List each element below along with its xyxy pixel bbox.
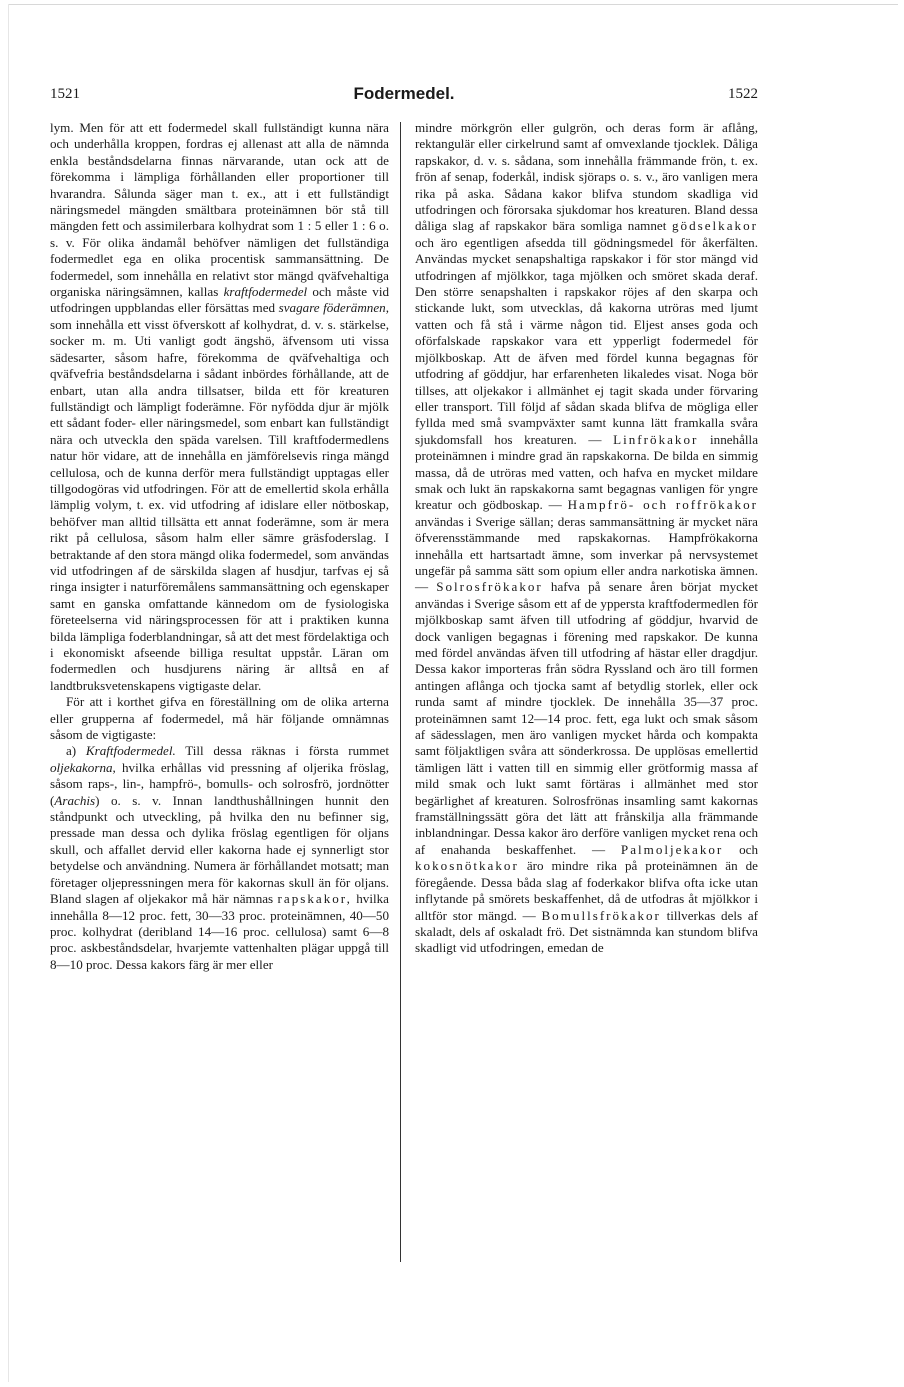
italic-term: svagare föderämnen, (278, 300, 389, 316)
page-number-left: 1521 (50, 86, 80, 102)
text-run: som innehålla ett visst öfverskott af kolhydrat, d. v. s. stärkelse, socker m. m. Uti vanligt godt ängshö, äfvensom uti vissa sädesarter, såsom hafre, förekomma de qväfvehaltiga och qväfvefria beståndsdelarna i sådant inbördes förhållande, att de enbart, utan alla andra tillsatser, bilda ett för kreaturen fullständigt och lämpligt foderämne. För nyfödda djur är mjölk ett sådant foder- eller näringsmedel, som enbart kan fullständigt nära och utveckla den späda varelsen. Till kraftfodermedlens natur hör vidare, att de innehålla en jämförelsevis ringa mängd cellulosa, och de kunna derför mera fullständigt upptagas eller tillgodogöras vid utfodringen. För att de emellertid skola erhålla lämplig volym, t. ex. vid utfodring af idislare eller nötboskap, behöfver man alltid tillsätta ett annat foderämne, som är mera rikt på cellulosa, såsom halm eller sämre gräsfoderslag. I betraktande af den stora mängd olika fodermedel, som användas vid utfodringen af de särskilda slagen af husdjur, tarfvas ej så ringa insigter i naturföremålens sammansättning och egenskaper samt en ganska omfattande kännedom om de fysiologiska företeelserna vid näringsprocessen för att i praktiken kunna bilda lämpliga foderblandningar, så att det mest fördelaktiga och i ekonomiskt afseende billiga resultat uppstår. Läran om fodermedlen och husdjurens näring är alltså en af landtbruksvetenskapens vigtigaste delar. (50, 316, 389, 693)
paragraph (415, 120, 758, 957)
left-column (50, 120, 389, 973)
text-run: Till dessa räknas i första rummet (175, 743, 389, 759)
paragraph (50, 743, 389, 973)
text-run: mindre mörkgrön eller gulgrön, och deras form är aflång, rektangulär eller cirkelrund samt af omvexlande tjocklek. Dåliga rapskakor, d. v. s. sådana, som innehålla främmande frön, t. ex. frön af senap, foderkål, indisk sjöraps o. s. v., äro vanligen mera rika på aska. Sådana kakor blifva stundom skadliga vid utfodringen och förorsaka sjukdomar hos kreaturen. Bland dessa dåliga slag af rapskakor bära somliga namnet (415, 120, 758, 234)
right-column (415, 120, 758, 957)
text-run: innehålla proteinämnen i mindre grad än rapskakorna. De bilda en simmig massa, då de utröras med vatten, och hafva en mycket mildare smak och lukt än rapskakorna samt begagnas vanligen för yngre kreatur och gödboskap. — (415, 431, 759, 513)
italic-term: Arachis (54, 792, 96, 808)
text-run: För att i korthet gifva en föreställning om de olika arterna eller grupperna af fodermedel, må här följande omnämnas såsom de vigtigaste: (50, 694, 389, 743)
page-title: Fodermedel. (353, 84, 455, 103)
italic-term: Kraftfodermedel. (85, 743, 176, 759)
spaced-term: Bomullsfrökakor (541, 907, 661, 923)
column-divider (400, 122, 401, 1262)
scan-edge-top (8, 4, 898, 5)
text-run: hvilka erhållas vid pressning af oljerika fröslag, såsom raps-, lin-, hampfrö-, bomulls- och solrosfrö, jordnötter ( (50, 759, 389, 808)
text-run: användas i Sverige sällan; deras sammansättning är mycket nära öfverensstämmande med rapskakornas. Hampfrökakorna innehålla ett hartsartadt ämne, som inverkar på nervsystemet ungefär på samma sätt som opium eller andra narkotiska ämnen. — (415, 513, 758, 595)
spaced-term: rapskakor, (277, 891, 352, 907)
text-run: hvilka innehålla 8—12 proc. fett, 30—33 proc. proteinämnen, 40—50 proc. kolhydrat (deribland 14—16 proc. cellulosa) samt 6—8 proc. askbeståndsdelar, hvarjemte vattenhalten plägar uppgå till 8—10 proc. Dessa kakors färg är mer eller (50, 891, 389, 972)
spaced-term: Hampfrö- och roffrökakor (567, 497, 758, 513)
spaced-term: gödselkakor (672, 218, 758, 234)
italic-term: kraftfodermedel (223, 284, 308, 300)
text-run: hafva på senare åren börjat mycket användas i Sverige såsom ett af de yppersta kraftfodermedlen för mjölkboskap samt äfven till utfodring af göddjur, hvarvid de dock vanligen begagnas i förening med rapskakor. De kunna med fördel användas äfven till utfodring af hästar eller dragdjur. Dessa kakor importeras från södra Ryssland och äro till formen antingen aflånga och tjocka samt af betydlig storlek, eller ock runda samt af mindre tjocklek. De innehålla 35—37 proc. proteinämnen samt 12—14 proc. fett, ega lukt och smak såsom af sädesslagen, men äro vanligen mycket hårda och kompakta samt följaktligen svåra att sönderkrossa. De upplösas emellertid tämligen lätt i vatten till en simmig eller grötformig massa af mild smak och lukt samt förtäras i allmänhet med stor begärlighet af kreaturen. Solrosfrönas insamling samt kakornas framställningssätt göra det lätt att frånskilja alla främmande inblandningar. Dessa kakor äro derföre vanligen mycket rena och af enahanda beskaffenhet. — (415, 579, 758, 857)
spaced-term: kokosnötkakor (415, 858, 519, 874)
page-number-right: 1522 (728, 86, 758, 102)
text-run: och (723, 841, 759, 857)
text-run: ) o. s. v. Innan landthushållningen hunnit den ståndpunkt och utveckling, på hvilka den nu befinner sig, pressade man dessa och dylika fröslag egentligen för oljans skull, och affallet dervid eller kakorna hade ej synnerligt stor betydelse och användning. Numera är förhållandet motsatt; man företager oljepressningen mera för kakornas skull än för oljans. Bland slagen af oljekakor må här nämnas (50, 792, 389, 907)
text-run: och måste vid utfodringen uppblandas eller försättas med (50, 284, 389, 316)
text-run: a) (66, 743, 86, 759)
paragraph (50, 694, 389, 743)
paragraph (50, 120, 389, 694)
spaced-term: Palmoljekakor (620, 841, 724, 857)
running-header (50, 86, 758, 106)
text-run: lym. Men för att ett fodermedel skall fullständigt kunna nära och underhålla kroppen, fordras ej allenast att alla de nämnda enkla beståndsdelarna finnas närvarande, utan ock att de förekomma i lämpliga förhållanden eller proportioner till hvarandra. Sålunda säger man t. ex., att i ett fullständigt näringsmedel mängden smältbara proteinämnen bör stå till mängden fett och assimilerbara kolhydrat som 1 : 5 eller 1 : 6 o. s. v. För olika ändamål behöfver nämligen det fullständiga fodermedlet ega en olika procentisk sammansättning. De fodermedel, som innehålla en relativt stor mängd qväfvehaltiga organiska näringsämnen, kallas (50, 120, 389, 300)
scan-edge-left (8, 4, 9, 1382)
italic-term: oljekakorna, (50, 759, 116, 775)
text-run: och äro egentligen afsedda till gödningsmedel för åkerfälten. Användas mycket senapshaltiga rapskakor i för stor mängd vid utfodringen af mjölkkor, taga mjölken och smöret skada deraf. Den större senapshalten i rapskakor röjes af den skarpa och stickande lukt, som utvecklas, då kakorna utröras med ljumt vatten och få stå i värme någon tid. Eljest anses goda och oförfalskade rapskakor vara ett ypperligt fodermedel för mjölkboskap. Att de äfven med fördel kunna begagnas för utfodring af göddjur, har erfarenheten likaledes visat. Noga bör tillses, att oljekakor i allmänhet ej tagit skada under förvaring eller transport. Till följd af sådan skada blifva de mögliga eller fyllda med små svampväxter samt kunna lätt framkalla svåra sjukdomsfall hos kreaturen. — (415, 234, 758, 447)
spaced-term: Linfrökakor (613, 431, 699, 447)
text-run: äro mindre rika på proteinämnen än de föregående. Dessa båda slag af foderkakor blifva ofta icke utan inflytande på smörets beskaffenhet, då de utfodras åt mjölkkor i alltför stor mängd. — (415, 858, 758, 923)
text-run: tillverkas dels af skaladt, dels af oskaladt frö. Det sistnämnda kan stundom blifva skadligt vid utfodringen, emedan de (415, 907, 758, 956)
spaced-term: Solrosfrökakor (436, 579, 543, 595)
